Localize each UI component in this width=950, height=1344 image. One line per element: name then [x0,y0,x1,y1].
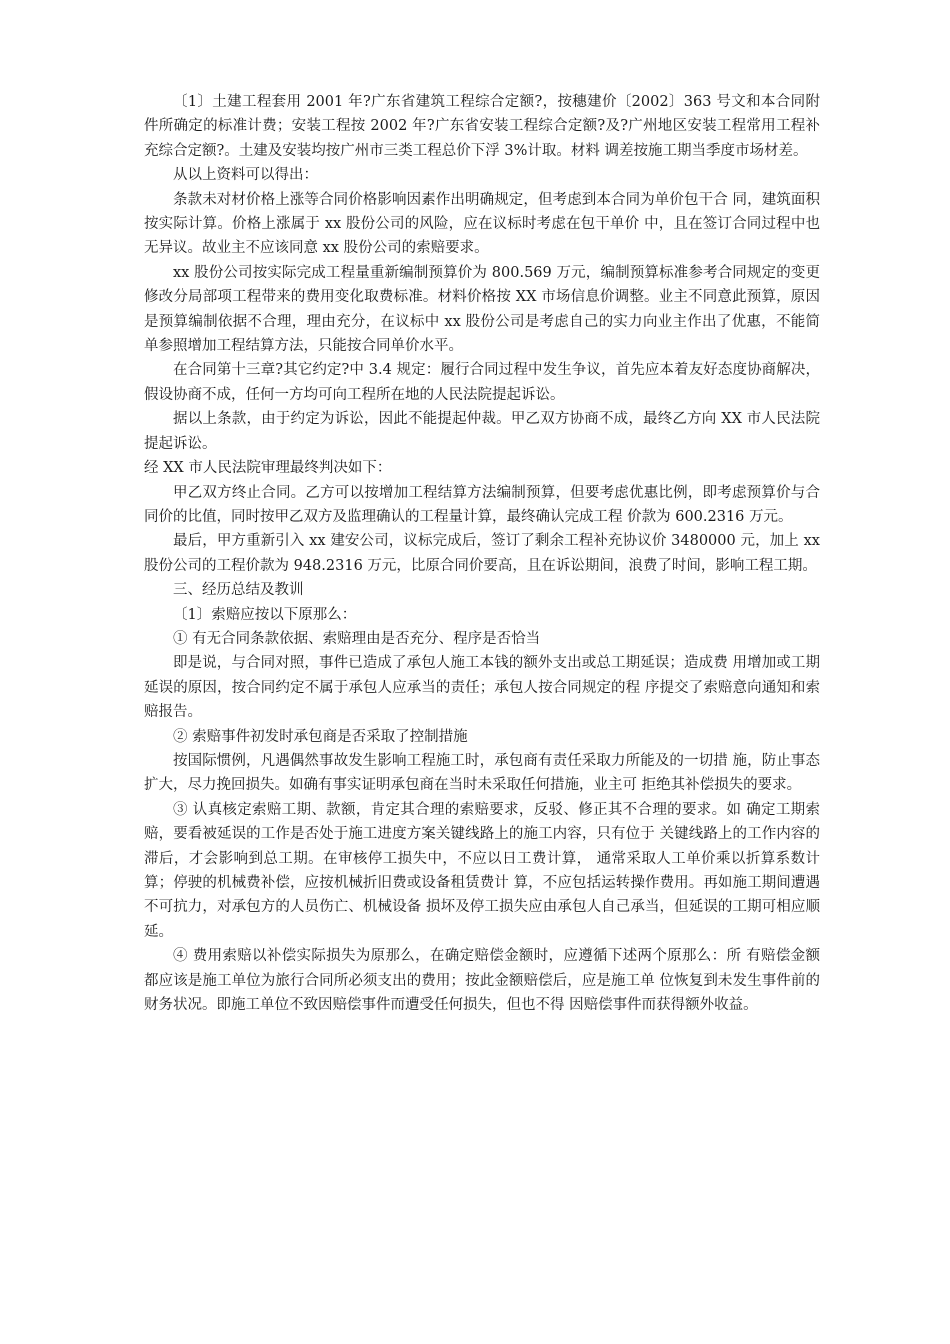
section-heading: 三、经历总结及教训 [173,582,304,599]
paragraph-5: 在合同第十三章?其它约定?中 3.4 规定：履行合同过程中发生争议，首先应本着友好态度协商解决，假设协商不成，任何一方均可向工程所在地的人民法院提起诉讼。 [144,362,820,403]
paragraph-7: 经 XX 市人民法院审理最终判决如下： [144,460,392,477]
paragraph-15: 按国际惯例，凡遇偶然事故发生影响工程施工时，承包商有责任采取力所能及的一切措 施，防止事态扩大，尽力挽回损失。如确有事实证明承包商在当时未采取任何措施，业主可 拒绝其补偿损失的要求。 [144,752,820,794]
paragraph-13: 即是说，与合同对照，事件已造成了承包人施工本钱的额外支出或总工期延误；造成费 用增加或工期延误的原因，按合同约定不属于承包人应承当的责任；承包人按合同规定的程 序提交了索赔意向通知和索赔报告。 [144,655,820,721]
paragraph-8: 甲乙双方终止合同。乙方可以按增加工程结算方法编制预算，但要考虑优惠比例，即考虑预算价与合同价的比值，同时按甲乙双方及监理确认的工程量计算，最终确认完成工程 价款为 600.2316 万元。 [144,484,820,525]
document-body [144,90,820,1017]
paragraph-4: xx 股份公司按实际完成工程量重新编制预算价为 800.569 万元，编制预算标准参考合同规定的变更修改分局部项工程带来的费用变化取费标准。材料价格按 XX 市场信息价调整。业主不同意此预算，原因是预算编制依据不合理，理由充分，在议标中 xx 股份公司是考虑自己的实力向业主作出了优惠，不能简单参照增加工程结算方法，只能按合同单价水平。 [144,264,820,355]
paragraph-1: 〔1〕土建工程套用 2001 年?广东省建筑工程综合定额?，按穗建价〔2002〕363 号文和本合同附件所确定的标准计费；安装工程按 2002 年?广东省安装工程综合定额?及?广州地区安装工程常用工程补充综合定额?。土建及安装均按广州市三类工程总价下浮 3%计取。材料 调差按施工期当季度市场材差。 [144,94,820,159]
paragraph-3: 条款未对材价格上涨等合同价格影响因素作出明确规定，但考虑到本合同为单价包干合 同，建筑面积按实际计算。价格上涨属于 xx 股份公司的风险，应在议标时考虑在包干单价 中，且在签订合同过程中也无异议。故业主不应该同意 xx 股份公司的索赔要求。 [144,191,820,257]
principle-3: ③ 认真核定索赔工期、款额，肯定其合理的索赔要求，反驳、修正其不合理的要求。如 确定工期索赔，要看被延误的工作是否处于施工进度方案关键线路上的施工内容，只有位于 关键线路上的工作内容的滞后，才会影响到总工期。在审核停工损失中，不应以日工费计算， 通常采取人工单价乘以折算系数计算；停驶的机械费补偿，应按机械折旧费或设备租赁费计 算，不应包括运转操作费用。再如施工期间遭遇不可抗力，对承包方的人员伤亡、机械设备 损坏及停工损失应由承包人自己承当，但延误的工期可相应顺延。 [144,801,820,940]
principle-4: ④ 费用索赔以补偿实际损失为原那么，在确定赔偿金额时，应遵循下述两个原那么：所 有赔偿金额都应该是施工单位为旅行合同所必须支出的费用；按此金额赔偿后，应是施工单 位恢复到未发生事件前的财务状况。即施工单位不致因赔偿事件而遭受任何损失，但也不得 因赔偿事件而获得额外收益。 [144,948,820,1014]
principle-2: ② 索赔事件初发时承包商是否采取了控制措施 [173,728,468,745]
paragraph-9: 最后，甲方重新引入 xx 建安公司，议标完成后，签订了剩余工程补充协议价 3480000 元，加上 xx 股份公司的工程价款为 948.2316 万元，比原合同价要高，且在诉讼期间，浪费了时间，影响工程工期。 [144,533,820,574]
principle-1: ① 有无合同条款依据、索赔理由是否充分、程序是否恰当 [173,630,541,647]
paragraph-6: 据以上条款，由于约定为诉讼，因此不能提起仲裁。甲乙双方协商不成，最终乙方向 XX 市人民法院提起诉讼。 [144,411,820,452]
paragraph-11: 〔1〕索赔应按以下原那么： [173,606,357,623]
paragraph-2: 从以上资料可以得出： [173,167,318,184]
